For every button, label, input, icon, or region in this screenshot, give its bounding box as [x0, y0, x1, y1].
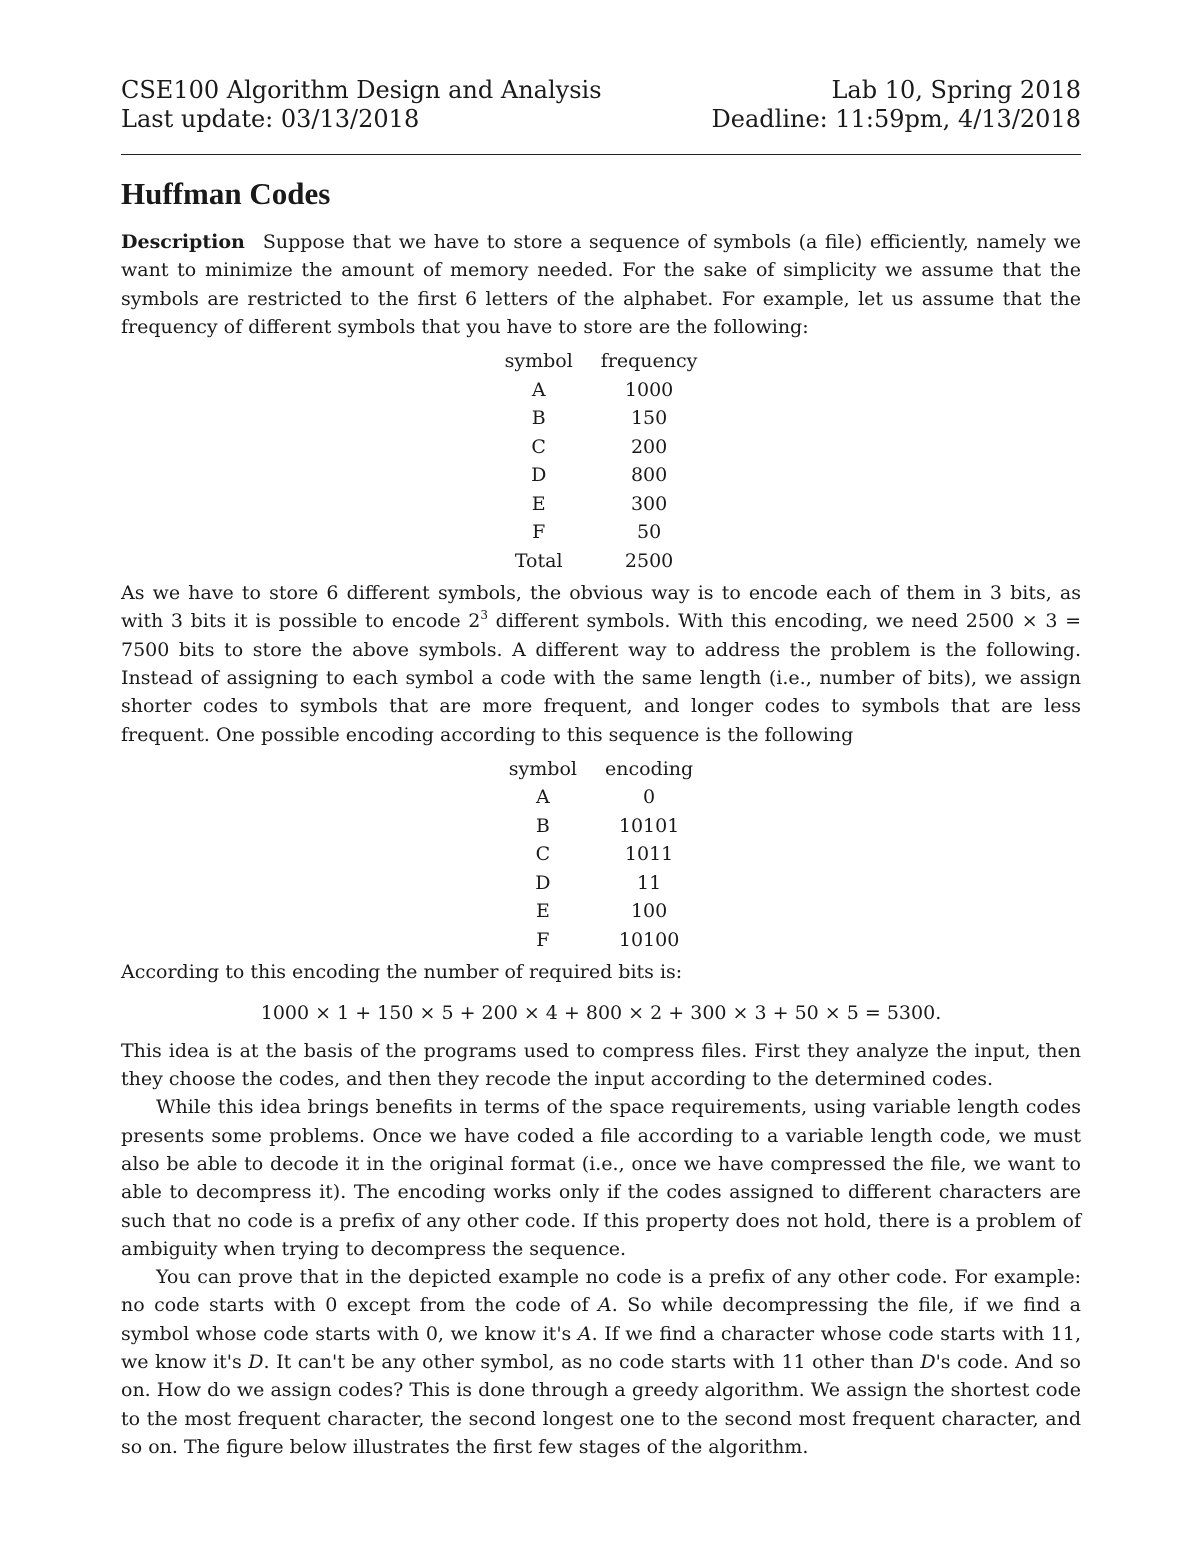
header-row-1	[121, 76, 1081, 105]
table-cell: E	[531, 492, 546, 515]
table-cell: A	[536, 786, 550, 809]
column-header: encoding	[604, 757, 694, 780]
table-cell: C	[535, 843, 551, 866]
table-cell: B	[531, 407, 546, 430]
paragraph-2-text-a: As we have to store 6 different symbols, the obvious way is to encode each of them in 3 bits, as with 3 bits it is possible to encode 2	[121, 582, 1081, 633]
encoding-table	[495, 755, 707, 955]
bit-count-formula: 1000 × 1 + 150 × 5 + 200 × 4 + 800 × 2 + 300 × 3 + 50 × 5 = 5300.	[260, 1001, 942, 1024]
table-cell: 2500	[624, 549, 674, 572]
paragraph-6-text: . So while decompressing the file, if we find a symbol whose code starts with 0, we know it's	[121, 1294, 1082, 1345]
course-title: CSE100 Algorithm Design and Analysis	[121, 76, 602, 104]
table-cell: 10101	[618, 814, 680, 837]
page-title: Huffman Codes	[121, 176, 331, 211]
paragraph-6-text: . It can't be any other symbol, as no code starts with 11 other than	[263, 1351, 921, 1374]
symbol-d: D	[248, 1351, 264, 1374]
table-cell: 10100	[618, 928, 680, 951]
paragraph-2-text-b: different symbols. With this encoding, we need 2500 × 3 = 7500 bits to store the above symbols. A different way to address the problem is the following. Instead of assigning to each symbol a code with the same length (i.e., number of bits), we assign shorter codes to symbols that are more frequent, and longer codes to symbols that are less frequent. One possible encoding according to this sequence is the following	[121, 610, 1081, 746]
table-cell: F	[532, 521, 546, 544]
symbol-a: A	[598, 1294, 612, 1317]
column-header: symbol	[504, 350, 573, 373]
table-row	[495, 812, 707, 841]
table-row	[491, 461, 712, 490]
table-row	[491, 490, 712, 519]
paragraph-6-text: . If we find a character whose code starts with 11, we know it's	[121, 1322, 1081, 1374]
paragraph-1-text: Suppose that we have to store a sequence of symbols (a file) efficiently, namely we want to minimize the amount of memory needed. For the sake of simplicity we assume that the symbols are restricted to the first 6 letters of the alphabet. For example, let us assume that the frequency of different symbols that you have to store are the following:	[121, 231, 1081, 338]
header-rule	[121, 154, 1081, 155]
table-row	[491, 518, 712, 547]
table-row	[491, 547, 712, 576]
paragraph-5: While this idea brings benefits in terms of the space requirements, using variable length codes presents some problems. Once we have coded a file according to a variable length code, we must also be able to decode it in the original format (i.e., once we have compressed the file, we want to able to decompress it). The encoding works only if the codes assigned to different characters are such that no code is a prefix of any other code. If this property does not hold, there is a problem of ambiguity when trying to decompress the sequence.	[121, 1096, 1081, 1260]
header-row-2	[121, 105, 1081, 134]
last-update: Last update: 03/13/2018	[121, 105, 420, 133]
table-row	[495, 926, 707, 955]
paragraph-description	[121, 228, 1081, 341]
table-cell: 300	[630, 492, 668, 515]
table-row	[491, 376, 712, 405]
table-row	[495, 897, 707, 926]
table-cell: D	[531, 464, 547, 487]
table-cell: D	[535, 871, 551, 894]
table-cell: E	[535, 900, 550, 923]
table-cell: A	[531, 378, 546, 401]
table-cell: Total	[514, 549, 563, 572]
column-header: frequency	[600, 350, 698, 373]
deadline: Deadline: 11:59pm, 4/13/2018	[711, 105, 1081, 133]
table-row	[495, 783, 707, 812]
table-cell: F	[536, 928, 550, 951]
table-cell: 200	[630, 435, 668, 458]
paragraph-6-text: 's code. And so on. How do we assign codes? This is done through a greedy algorithm. We assign the shortest code to the most frequent character, the second longest one to the second most frequent character, and so on. The figure below illustrates the first few stages of the algorithm.	[121, 1351, 1081, 1458]
table-cell: 50	[637, 521, 662, 544]
table-cell: 11	[636, 871, 662, 894]
paragraph-3: According to this encoding the number of required bits is:	[121, 961, 683, 984]
table-row	[495, 840, 707, 869]
table-header-row	[495, 755, 707, 784]
symbol-a: A	[577, 1322, 592, 1345]
symbol-d: D	[920, 1351, 936, 1374]
description-label: Description	[121, 231, 245, 253]
table-cell: 100	[630, 900, 668, 923]
paragraph-6-text: You can prove that in the depicted example no code is a prefix of any other code. For example: no code starts with 0 except from the code of	[121, 1266, 1081, 1317]
paragraph-4: This idea is at the basis of the programs used to compress files. First they analyze the input, then they choose the codes, and then they recode the input according to the determined codes.	[121, 1039, 1081, 1091]
paragraph-6	[121, 1263, 1081, 1461]
column-header: symbol	[508, 757, 577, 780]
table-cell: 150	[630, 407, 668, 430]
table-row	[495, 869, 707, 898]
table-cell: 1011	[624, 843, 674, 866]
table-header-row	[491, 347, 712, 376]
table-cell: 1000	[624, 378, 674, 401]
table-cell: 0	[643, 786, 656, 809]
table-cell: 800	[630, 464, 668, 487]
table-cell: B	[535, 814, 550, 837]
table-row	[491, 433, 712, 462]
table-cell: C	[531, 435, 546, 458]
lab-info: Lab 10, Spring 2018	[831, 76, 1081, 104]
frequency-table	[491, 347, 712, 575]
paragraph-2	[121, 579, 1081, 749]
exponent: 3	[480, 608, 489, 623]
table-row	[491, 404, 712, 433]
document-page	[121, 76, 1081, 1461]
